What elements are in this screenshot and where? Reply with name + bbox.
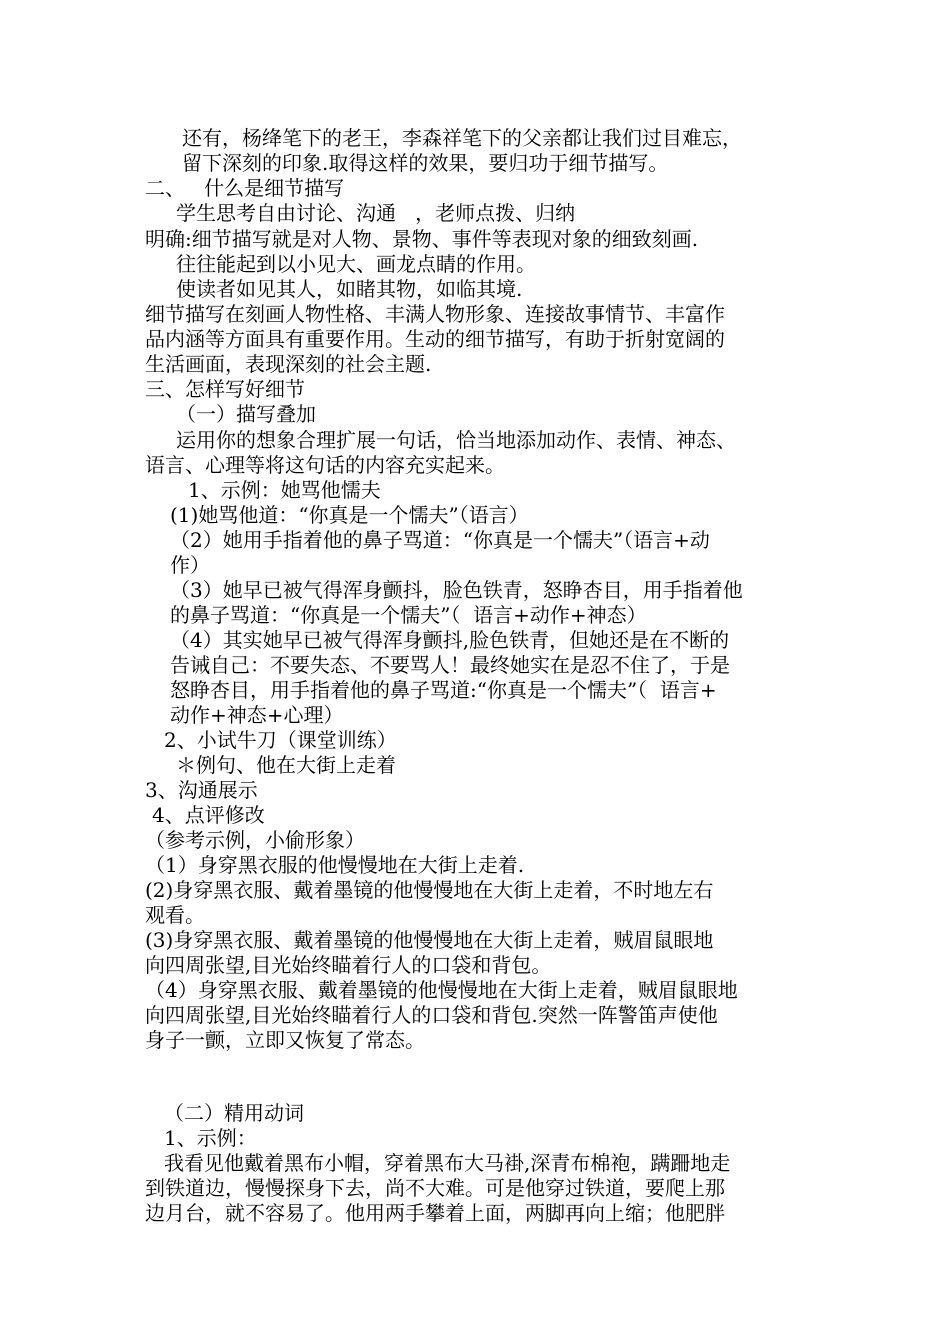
text-line: 到铁道边，慢慢探身下去，尚不大难。可是他穿过铁道，要爬上那 <box>145 1176 725 1200</box>
text-line: 观看。 <box>145 903 205 927</box>
text-line: 生活画面，表现深刻的社会主题. <box>145 352 432 376</box>
text-line: （4）其实她早已被气得浑身颤抖,脸色铁青，但她还是在不断的 <box>170 628 730 652</box>
text-line: 动作+神态+心理） <box>170 703 344 727</box>
text-line: (1)她骂他道：“你真是一个懦夫”（语言） <box>170 503 529 527</box>
text-line: 2、小试牛刀（课堂训练） <box>164 728 397 752</box>
text-line: 留下深刻的印象.取得这样的效果，要归功于细节描写。 <box>182 151 669 175</box>
subsection-heading: （二）精用动词 <box>164 1101 304 1125</box>
text-line: 细节描写在刻画人物性格、丰满人物形象、连接故事情节、丰富作 <box>145 302 725 326</box>
text-line: （3）她早已被气得浑身颤抖，脸色铁青，怒睁杏目，用手指着他 <box>170 578 743 602</box>
text-line: 向四周张望,目光始终瞄着行人的口袋和背包。 <box>145 953 552 977</box>
text-line: 身子一颤，立即又恢复了常态。 <box>145 1028 425 1052</box>
text-line: (3)身穿黑衣服、戴着墨镜的他慢慢地在大街上走着，贼眉鼠眼地 <box>145 928 714 952</box>
section-heading: 三、怎样写好细节 <box>145 377 305 401</box>
text-line: （2）她用手指着他的鼻子骂道：“你真是一个懦夫”（语言+动 <box>170 528 710 552</box>
text-line: （参考示例，小偷形象） <box>145 828 365 852</box>
text-line: （1）身穿黑衣服的他慢慢地在大街上走着. <box>145 853 525 877</box>
text-line: 使读者如见其人，如睹其物，如临其境. <box>176 277 523 301</box>
text-line: 3、沟通展示 <box>145 778 258 802</box>
text-line: 还有，杨绛笔下的老王，李森祥笔下的父亲都让我们过目难忘， <box>182 126 742 150</box>
text-line: (2)身穿黑衣服、戴着墨镜的他慢慢地在大街上走着，不时地左右 <box>145 878 714 902</box>
text-line: （4）身穿黑衣服、戴着墨镜的他慢慢地在大街上走着，贼眉鼠眼地 <box>145 978 738 1002</box>
text-line: 明确:细节描写就是对人物、景物、事件等表现对象的细致刻画. <box>145 227 699 251</box>
text-line: 1、示例：她骂他懦夫 <box>188 478 381 502</box>
section-heading: 二、 什么是细节描写 <box>145 176 345 200</box>
text-line: 告诫自己：不要失态、不要骂人！最终她实在是忍不住了，于是 <box>170 653 730 677</box>
text-line: 品内涵等方面具有重要作用。生动的细节描写，有助于折射宽阔的 <box>145 327 725 351</box>
text-line: 4、点评修改 <box>152 803 265 827</box>
text-line: 1、示例： <box>164 1126 257 1150</box>
text-line: 运用你的想象合理扩展一句话，恰当地添加动作、表情、神态、 <box>176 428 736 452</box>
text-line: 我看见他戴着黑布小帽，穿着黑布大马褂,深青布棉袍，蹒跚地走 <box>164 1151 731 1175</box>
text-line: 边月台，就不容易了。他用两手攀着上面，两脚再向上缩；他肥胖 <box>145 1201 725 1225</box>
text-line: 作） <box>170 553 210 577</box>
text-line: 的鼻子骂道：“你真是一个懦夫”（ 语言+动作+神态） <box>170 603 647 627</box>
text-line: 往往能起到以小见大、画龙点睛的作用。 <box>176 252 536 276</box>
text-line: 怒睁杏目，用手指着他的鼻子骂道:“你真是一个懦夫”（ 语言+ <box>170 678 717 702</box>
text-line: 学生思考自由讨论、沟通 ，老师点拨、归纳 <box>176 201 576 225</box>
subsection-heading: （一）描写叠加 <box>176 402 316 426</box>
text-line: ＊例句、他在大街上走着 <box>176 753 396 777</box>
text-line: 语言、心理等将这句话的内容充实起来。 <box>145 453 505 477</box>
text-line: 向四周张望,目光始终瞄着行人的口袋和背包.突然一阵警笛声使他 <box>145 1003 718 1027</box>
